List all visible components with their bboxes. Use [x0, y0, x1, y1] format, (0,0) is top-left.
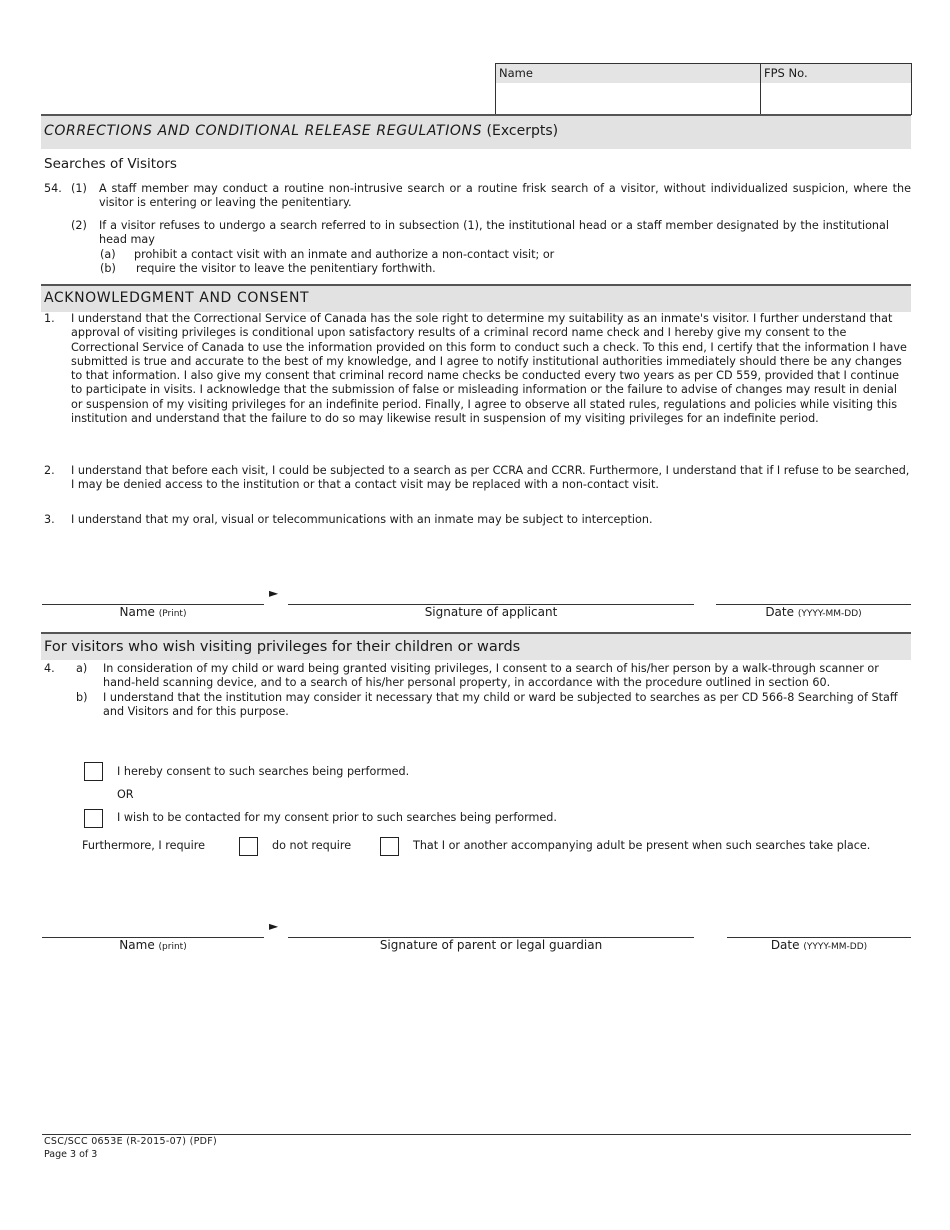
regs-sub1-num: (1)	[71, 182, 87, 195]
regs-sub2a-text: prohibit a contact visit with an inmate and authorize a non-contact visit; or	[134, 248, 555, 261]
consent-label: I hereby consent to such searches being performed.	[117, 765, 410, 778]
not-require-label: do not require	[272, 839, 352, 852]
children-title: For visitors who wish visiting privileges for their children or wards	[44, 639, 521, 655]
ack-item3-num: 3.	[44, 513, 55, 526]
require-checkbox[interactable]	[239, 837, 258, 856]
children-a-text: In consideration of my child or ward being granted visiting privileges, I consent to a search of his/her person by a walk-through scanner or hand-held scanning device, and to a search of his/her personal property, in accordance with the procedure outlined in section 60.	[103, 662, 879, 690]
regs-title	[44, 123, 558, 139]
contact-label: I wish to be contacted for my consent prior to such searches being performed.	[117, 811, 557, 824]
applicant-name-label	[42, 605, 264, 619]
regs-sub2-num: (2)	[71, 219, 87, 232]
applicant-date-text: Date	[765, 605, 794, 619]
parent-name-hint: (print)	[158, 942, 187, 952]
parent-date-hint: (YYYY-MM-DD)	[803, 942, 868, 952]
children-a-num: a)	[76, 662, 88, 675]
applicant-name-text: Name	[119, 605, 155, 619]
ack-item2-num: 2.	[44, 464, 55, 477]
parent-date-label	[727, 938, 911, 952]
name-cell	[496, 64, 761, 114]
arrow-icon: ►	[269, 919, 279, 933]
children-title-band	[41, 632, 911, 660]
fps-cell	[761, 64, 911, 114]
ack-title-band	[41, 284, 911, 312]
page-number: Page 3 of 3	[44, 1149, 98, 1160]
regs-title-band	[41, 114, 911, 149]
parent-name-text: Name	[119, 938, 155, 952]
parent-signature-label: Signature of parent or legal guardian	[379, 938, 603, 952]
applicant-date-hint: (YYYY-MM-DD)	[797, 609, 862, 619]
ack-title: ACKNOWLEDGMENT AND CONSENT	[44, 290, 310, 306]
header-box	[495, 63, 912, 115]
ack-item2-text: I understand that before each visit, I could be subjected to a search as per CCRA and CCRR. Furthermore, I understand that if I refuse to be searched, I may be denied access to the institution or that a contact visit may be replaced with a non-contact visit.	[71, 464, 910, 492]
regs-sub2b-num: (b)	[100, 262, 116, 275]
regs-title-suffix: (Excerpts)	[482, 123, 559, 139]
children-b-text: I understand that the institution may consider it necessary that my child or ward be subjected to searches as per CD 566-8 Searching of Staff and Visitors and for this purpose.	[103, 691, 898, 719]
or-label: OR	[117, 788, 134, 801]
ack-item1-num: 1.	[44, 312, 55, 325]
parent-name-label	[42, 938, 264, 952]
applicant-signature-label: Signature of applicant	[424, 605, 558, 619]
children-b-num: b)	[76, 691, 88, 704]
children-item4-num: 4.	[44, 662, 55, 675]
regs-subtitle: Searches of Visitors	[44, 156, 177, 172]
regs-sub2a-num: (a)	[100, 248, 116, 261]
applicant-name-hint: (Print)	[158, 609, 187, 619]
contact-checkbox[interactable]	[84, 809, 103, 828]
regs-sub1-text: A staff member may conduct a routine non-intrusive search or a routine frisk search of a visitor, without individualized suspicion, where the visitor is entering or leaving the penitentiary.	[99, 182, 911, 210]
fps-label: FPS No.	[761, 64, 911, 83]
adult-present-label: That I or another accompanying adult be present when such searches take place.	[413, 839, 871, 852]
regs-sub2-text: If a visitor refuses to undergo a search referred to in subsection (1), the institutional head or a staff member designated by the institutional head may	[99, 219, 889, 247]
fps-field[interactable]	[761, 83, 911, 113]
not-require-checkbox[interactable]	[380, 837, 399, 856]
regs-sub2b-text: require the visitor to leave the penitentiary forthwith.	[136, 262, 436, 275]
name-label: Name	[496, 64, 760, 83]
ack-item1-text: I understand that the Correctional Service of Canada has the sole right to determine my suitability as an inmate's visitor. I further understand that approval of visiting privileges is conditional upon satisfactory results of a criminal record name check and I hereby give my consent to the Correctional Service of Canada to use the information provided on this form to conduct such a check. To this end, I certify that the information I have submitted is true and accurate to the best of my knowledge, and I agree to notify institutional authorities immediately should there be any changes to that information. I also give my consent that criminal record name checks be conducted every two years as per CD 559, provided that I continue to participate in visits. I acknowledge that the submission of false or misleading information or the failure to advise of changes may result in denial or suspension of my visiting privileges for an indefinite period. Finally, I agree to observe all stated rules, regulations and policies while visiting this institution and understand that the failure to do so may likewise result in suspension of my visiting privileges for an indefinite period.	[71, 312, 907, 426]
form-id: CSC/SCC 0653E (R-2015-07) (PDF)	[44, 1136, 218, 1147]
furthermore-label: Furthermore, I require	[82, 839, 205, 852]
consent-checkbox[interactable]	[84, 762, 103, 781]
ack-item3-text: I understand that my oral, visual or telecommunications with an inmate may be subject to interception.	[71, 513, 653, 526]
regs-title-italic: CORRECTIONS AND CONDITIONAL RELEASE REGULATIONS	[44, 123, 483, 139]
arrow-icon: ►	[269, 586, 279, 600]
regs-section-num: 54.	[44, 182, 62, 195]
footer-rule	[42, 1134, 911, 1135]
applicant-date-label	[716, 605, 911, 619]
name-field[interactable]	[496, 83, 760, 113]
parent-date-text: Date	[770, 938, 800, 952]
